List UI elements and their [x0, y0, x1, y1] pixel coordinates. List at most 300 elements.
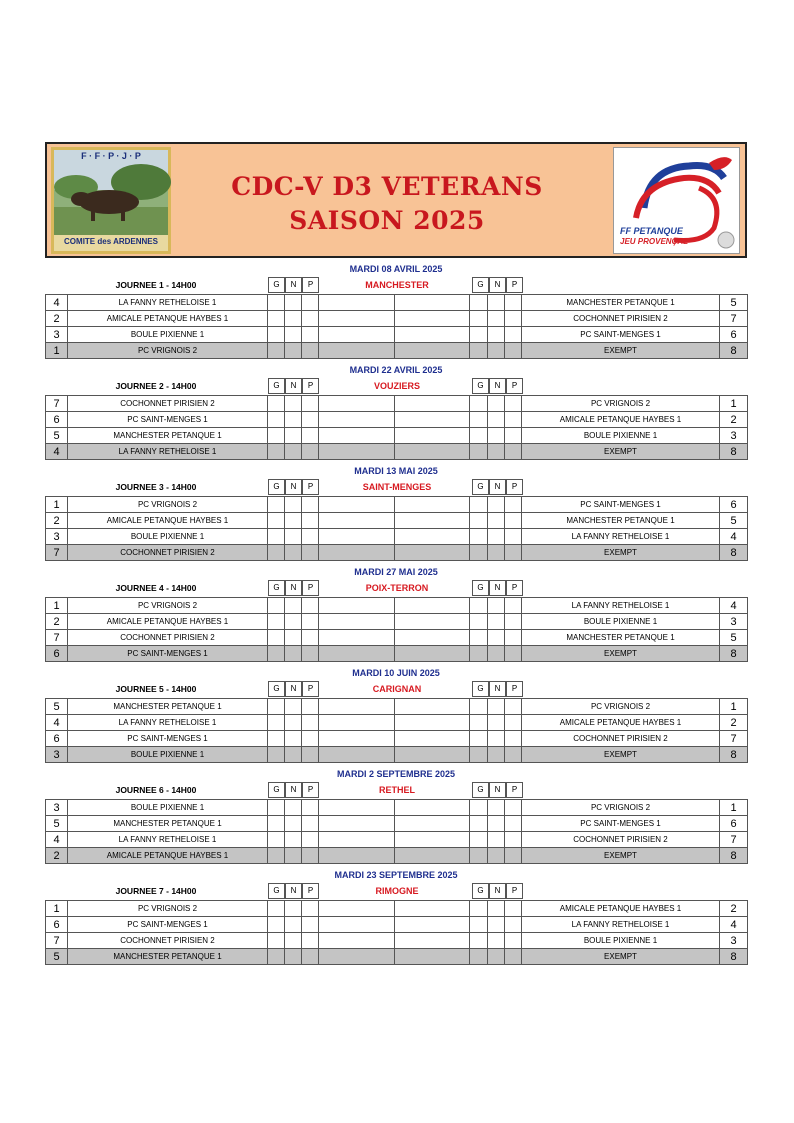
- right-n-score-cell[interactable]: [488, 715, 505, 731]
- left-g-score-cell[interactable]: [268, 444, 285, 460]
- left-g-score-cell[interactable]: [268, 832, 285, 848]
- left-n-score-cell[interactable]: [285, 513, 302, 529]
- right-p-score-cell[interactable]: [505, 747, 522, 763]
- venue-label: VOUZIERS: [373, 381, 420, 391]
- right-score-cell[interactable]: [395, 715, 470, 731]
- right-g-score-cell[interactable]: [470, 428, 488, 444]
- left-n-score-cell[interactable]: [285, 295, 302, 311]
- left-n-score-cell[interactable]: [285, 343, 302, 359]
- right-p-score-cell[interactable]: [505, 800, 522, 816]
- left-n-score-cell[interactable]: [285, 933, 302, 949]
- right-n-score-cell[interactable]: [488, 646, 505, 662]
- left-score-cell[interactable]: [319, 747, 395, 763]
- right-team-name: MANCHESTER PETANQUE 1: [522, 513, 720, 529]
- right-n-score-cell[interactable]: [488, 598, 505, 614]
- left-score-cell[interactable]: [319, 444, 395, 460]
- right-p-score-cell[interactable]: [505, 327, 522, 343]
- left-g-score-cell[interactable]: [268, 715, 285, 731]
- left-n-score-cell[interactable]: [285, 646, 302, 662]
- right-n-score-cell[interactable]: [488, 444, 505, 460]
- right-score-cell[interactable]: [395, 396, 470, 412]
- match-row: [46, 428, 748, 444]
- left-p-score-cell[interactable]: [302, 513, 319, 529]
- left-team-number: 1: [46, 343, 68, 359]
- left-g-score-cell[interactable]: [268, 529, 285, 545]
- left-score-cell[interactable]: [319, 832, 395, 848]
- left-g-score-cell[interactable]: [268, 917, 285, 933]
- right-score-cell[interactable]: [395, 816, 470, 832]
- left-team-number: 7: [46, 545, 68, 561]
- right-n-score-cell[interactable]: [488, 295, 505, 311]
- right-score-cell[interactable]: [395, 428, 470, 444]
- journee-label: JOURNEE 6 - 14H00: [115, 785, 197, 795]
- left-g-score-cell[interactable]: [268, 396, 285, 412]
- right-p-score-cell[interactable]: [505, 614, 522, 630]
- right-team-number: 6: [720, 816, 748, 832]
- left-score-cell[interactable]: [319, 917, 395, 933]
- left-g-score-cell[interactable]: [268, 311, 285, 327]
- right-g-score-cell[interactable]: [470, 949, 488, 965]
- left-team-number: 1: [46, 901, 68, 917]
- round-date: MARDI 22 AVRIL 2025: [349, 365, 443, 375]
- left-g-score-cell[interactable]: [268, 747, 285, 763]
- left-n-score-cell[interactable]: [285, 497, 302, 513]
- right-n-score-cell[interactable]: [488, 343, 505, 359]
- left-team-name: MANCHESTER PETANQUE 1: [68, 428, 268, 444]
- right-team-name: MANCHESTER PETANQUE 1: [522, 295, 720, 311]
- left-n-score-cell[interactable]: [285, 529, 302, 545]
- match-row: [46, 933, 748, 949]
- left-p-score-cell[interactable]: [302, 497, 319, 513]
- right-team-name: PC VRIGNOIS 2: [522, 800, 720, 816]
- right-score-cell[interactable]: [395, 614, 470, 630]
- left-gnp-header: P: [302, 782, 319, 798]
- right-g-score-cell[interactable]: [470, 295, 488, 311]
- right-g-score-cell[interactable]: [470, 646, 488, 662]
- right-score-cell[interactable]: [395, 630, 470, 646]
- left-score-cell[interactable]: [319, 327, 395, 343]
- left-g-score-cell[interactable]: [268, 933, 285, 949]
- right-score-cell[interactable]: [395, 295, 470, 311]
- left-team-number: 7: [46, 630, 68, 646]
- right-g-score-cell[interactable]: [470, 598, 488, 614]
- right-g-score-cell[interactable]: [470, 816, 488, 832]
- right-score-cell[interactable]: [395, 327, 470, 343]
- right-n-score-cell[interactable]: [488, 396, 505, 412]
- right-n-score-cell[interactable]: [488, 513, 505, 529]
- left-p-score-cell[interactable]: [302, 933, 319, 949]
- left-g-score-cell[interactable]: [268, 630, 285, 646]
- left-team-name: LA FANNY RETHELOISE 1: [68, 832, 268, 848]
- right-g-score-cell[interactable]: [470, 497, 488, 513]
- right-score-cell[interactable]: [395, 800, 470, 816]
- match-row: [46, 396, 748, 412]
- right-n-score-cell[interactable]: [488, 412, 505, 428]
- right-gnp-header: P: [506, 883, 523, 899]
- right-team-name: AMICALE PETANQUE HAYBES 1: [522, 715, 720, 731]
- left-n-score-cell[interactable]: [285, 428, 302, 444]
- right-g-score-cell[interactable]: [470, 917, 488, 933]
- left-n-score-cell[interactable]: [285, 715, 302, 731]
- right-team-number: 8: [720, 545, 748, 561]
- left-score-cell[interactable]: [319, 630, 395, 646]
- left-p-score-cell[interactable]: [302, 731, 319, 747]
- right-team-number: 8: [720, 949, 748, 965]
- left-n-score-cell[interactable]: [285, 800, 302, 816]
- right-p-score-cell[interactable]: [505, 731, 522, 747]
- left-g-score-cell[interactable]: [268, 614, 285, 630]
- match-table: [45, 496, 748, 561]
- right-g-score-cell[interactable]: [470, 396, 488, 412]
- match-table: [45, 395, 748, 460]
- left-team-name: BOULE PIXIENNE 1: [68, 327, 268, 343]
- right-gnp-header: N: [489, 277, 506, 293]
- left-score-cell[interactable]: [319, 497, 395, 513]
- round-date: MARDI 23 SEPTEMBRE 2025: [334, 870, 458, 880]
- right-g-score-cell[interactable]: [470, 715, 488, 731]
- right-gnp-header: P: [506, 277, 523, 293]
- round-date: MARDI 08 AVRIL 2025: [349, 264, 443, 274]
- left-score-cell[interactable]: [319, 428, 395, 444]
- match-row: [46, 497, 748, 513]
- right-score-cell[interactable]: [395, 747, 470, 763]
- left-p-score-cell[interactable]: [302, 630, 319, 646]
- right-team-number: 8: [720, 646, 748, 662]
- right-p-score-cell[interactable]: [505, 295, 522, 311]
- left-score-cell[interactable]: [319, 646, 395, 662]
- right-g-score-cell[interactable]: [470, 832, 488, 848]
- right-team-name: BOULE PIXIENNE 1: [522, 933, 720, 949]
- left-g-score-cell[interactable]: [268, 513, 285, 529]
- right-p-score-cell[interactable]: [505, 933, 522, 949]
- right-g-score-cell[interactable]: [470, 444, 488, 460]
- left-g-score-cell[interactable]: [268, 343, 285, 359]
- left-g-score-cell[interactable]: [268, 295, 285, 311]
- match-row: [46, 444, 748, 460]
- right-g-score-cell[interactable]: [470, 327, 488, 343]
- left-p-score-cell[interactable]: [302, 529, 319, 545]
- left-score-cell[interactable]: [319, 731, 395, 747]
- right-team-number: 3: [720, 428, 748, 444]
- right-p-score-cell[interactable]: [505, 529, 522, 545]
- right-n-score-cell[interactable]: [488, 816, 505, 832]
- left-score-cell[interactable]: [319, 529, 395, 545]
- left-p-score-cell[interactable]: [302, 444, 319, 460]
- right-score-cell[interactable]: [395, 699, 470, 715]
- left-score-cell[interactable]: [319, 311, 395, 327]
- left-score-cell[interactable]: [319, 396, 395, 412]
- left-g-score-cell[interactable]: [268, 848, 285, 864]
- left-n-score-cell[interactable]: [285, 917, 302, 933]
- right-team-number: 1: [720, 800, 748, 816]
- left-g-score-cell[interactable]: [268, 731, 285, 747]
- right-team-number: 6: [720, 497, 748, 513]
- right-p-score-cell[interactable]: [505, 598, 522, 614]
- left-team-number: 2: [46, 311, 68, 327]
- right-p-score-cell[interactable]: [505, 444, 522, 460]
- left-g-score-cell[interactable]: [268, 545, 285, 561]
- right-gnp-header: N: [489, 479, 506, 495]
- right-n-score-cell[interactable]: [488, 731, 505, 747]
- page-title-line1: CDC-V D3 VETERANS: [231, 172, 543, 201]
- left-team-number: 3: [46, 529, 68, 545]
- right-p-score-cell[interactable]: [505, 917, 522, 933]
- left-team-name: PC SAINT-MENGES 1: [68, 917, 268, 933]
- right-g-score-cell[interactable]: [470, 848, 488, 864]
- left-team-number: 3: [46, 800, 68, 816]
- left-score-cell[interactable]: [319, 598, 395, 614]
- right-p-score-cell[interactable]: [505, 949, 522, 965]
- right-p-score-cell[interactable]: [505, 699, 522, 715]
- left-gnp-header: N: [285, 782, 302, 798]
- left-p-score-cell[interactable]: [302, 311, 319, 327]
- round-block: [45, 464, 747, 565]
- right-n-score-cell[interactable]: [488, 747, 505, 763]
- right-g-score-cell[interactable]: [470, 933, 488, 949]
- left-team-number: 7: [46, 396, 68, 412]
- right-g-score-cell[interactable]: [470, 545, 488, 561]
- match-row: [46, 832, 748, 848]
- right-score-cell[interactable]: [395, 529, 470, 545]
- match-row: [46, 412, 748, 428]
- left-n-score-cell[interactable]: [285, 901, 302, 917]
- left-g-score-cell[interactable]: [268, 901, 285, 917]
- right-n-score-cell[interactable]: [488, 699, 505, 715]
- right-p-score-cell[interactable]: [505, 848, 522, 864]
- left-n-score-cell[interactable]: [285, 949, 302, 965]
- right-p-score-cell[interactable]: [505, 832, 522, 848]
- right-n-score-cell[interactable]: [488, 917, 505, 933]
- left-team-name: LA FANNY RETHELOISE 1: [68, 715, 268, 731]
- right-team-name: MANCHESTER PETANQUE 1: [522, 630, 720, 646]
- right-score-cell[interactable]: [395, 545, 470, 561]
- right-g-score-cell[interactable]: [470, 630, 488, 646]
- left-gnp-header: P: [302, 378, 319, 394]
- left-p-score-cell[interactable]: [302, 917, 319, 933]
- left-p-score-cell[interactable]: [302, 800, 319, 816]
- left-n-score-cell[interactable]: [285, 848, 302, 864]
- left-score-cell[interactable]: [319, 343, 395, 359]
- right-p-score-cell[interactable]: [505, 513, 522, 529]
- left-g-score-cell[interactable]: [268, 598, 285, 614]
- right-score-cell[interactable]: [395, 513, 470, 529]
- left-score-cell[interactable]: [319, 800, 395, 816]
- right-p-score-cell[interactable]: [505, 545, 522, 561]
- left-p-score-cell[interactable]: [302, 343, 319, 359]
- right-p-score-cell[interactable]: [505, 311, 522, 327]
- left-score-cell[interactable]: [319, 513, 395, 529]
- left-n-score-cell[interactable]: [285, 614, 302, 630]
- right-n-score-cell[interactable]: [488, 529, 505, 545]
- right-g-score-cell[interactable]: [470, 311, 488, 327]
- left-p-score-cell[interactable]: [302, 901, 319, 917]
- left-p-score-cell[interactable]: [302, 598, 319, 614]
- left-n-score-cell[interactable]: [285, 699, 302, 715]
- left-g-score-cell[interactable]: [268, 646, 285, 662]
- left-p-score-cell[interactable]: [302, 816, 319, 832]
- right-score-cell[interactable]: [395, 917, 470, 933]
- left-p-score-cell[interactable]: [302, 747, 319, 763]
- logo-right-text-2: JEU PROVENÇAL: [620, 237, 689, 246]
- right-n-score-cell[interactable]: [488, 311, 505, 327]
- right-score-cell[interactable]: [395, 444, 470, 460]
- right-gnp-header: N: [489, 681, 506, 697]
- match-row: [46, 598, 748, 614]
- right-g-score-cell[interactable]: [470, 800, 488, 816]
- right-score-cell[interactable]: [395, 933, 470, 949]
- right-g-score-cell[interactable]: [470, 614, 488, 630]
- right-score-cell[interactable]: [395, 901, 470, 917]
- left-score-cell[interactable]: [319, 295, 395, 311]
- right-g-score-cell[interactable]: [470, 513, 488, 529]
- left-score-cell[interactable]: [319, 901, 395, 917]
- left-score-cell[interactable]: [319, 848, 395, 864]
- left-score-cell[interactable]: [319, 949, 395, 965]
- right-score-cell[interactable]: [395, 832, 470, 848]
- right-p-score-cell[interactable]: [505, 901, 522, 917]
- right-g-score-cell[interactable]: [470, 412, 488, 428]
- right-score-cell[interactable]: [395, 731, 470, 747]
- right-p-score-cell[interactable]: [505, 715, 522, 731]
- left-n-score-cell[interactable]: [285, 630, 302, 646]
- left-g-score-cell[interactable]: [268, 800, 285, 816]
- left-p-score-cell[interactable]: [302, 545, 319, 561]
- left-team-number: 5: [46, 699, 68, 715]
- left-gnp-header: G: [268, 782, 285, 798]
- match-row: [46, 311, 748, 327]
- match-row: [46, 545, 748, 561]
- left-team-number: 5: [46, 816, 68, 832]
- left-g-score-cell[interactable]: [268, 497, 285, 513]
- left-score-cell[interactable]: [319, 715, 395, 731]
- right-g-score-cell[interactable]: [470, 747, 488, 763]
- right-score-cell[interactable]: [395, 848, 470, 864]
- left-p-score-cell[interactable]: [302, 428, 319, 444]
- venue-label: MANCHESTER: [365, 280, 429, 290]
- left-p-score-cell[interactable]: [302, 715, 319, 731]
- left-g-score-cell[interactable]: [268, 412, 285, 428]
- right-score-cell[interactable]: [395, 598, 470, 614]
- left-p-score-cell[interactable]: [302, 699, 319, 715]
- right-team-name: EXEMPT: [522, 949, 720, 965]
- left-n-score-cell[interactable]: [285, 545, 302, 561]
- right-p-score-cell[interactable]: [505, 412, 522, 428]
- left-team-name: COCHONNET PIRISIEN 2: [68, 396, 268, 412]
- left-p-score-cell[interactable]: [302, 949, 319, 965]
- left-team-name: AMICALE PETANQUE HAYBES 1: [68, 848, 268, 864]
- right-p-score-cell[interactable]: [505, 428, 522, 444]
- right-score-cell[interactable]: [395, 949, 470, 965]
- journee-label: JOURNEE 1 - 14H00: [115, 280, 197, 290]
- right-team-number: 5: [720, 513, 748, 529]
- left-n-score-cell[interactable]: [285, 816, 302, 832]
- right-n-score-cell[interactable]: [488, 949, 505, 965]
- right-team-name: EXEMPT: [522, 444, 720, 460]
- right-score-cell[interactable]: [395, 412, 470, 428]
- left-p-score-cell[interactable]: [302, 832, 319, 848]
- right-team-name: EXEMPT: [522, 545, 720, 561]
- left-score-cell[interactable]: [319, 816, 395, 832]
- right-n-score-cell[interactable]: [488, 327, 505, 343]
- venue-label: RIMOGNE: [375, 886, 419, 896]
- left-score-cell[interactable]: [319, 412, 395, 428]
- right-n-score-cell[interactable]: [488, 800, 505, 816]
- left-g-score-cell[interactable]: [268, 699, 285, 715]
- right-team-name: EXEMPT: [522, 747, 720, 763]
- left-score-cell[interactable]: [319, 933, 395, 949]
- right-p-score-cell[interactable]: [505, 396, 522, 412]
- left-p-score-cell[interactable]: [302, 412, 319, 428]
- right-score-cell[interactable]: [395, 311, 470, 327]
- right-gnp-header: N: [489, 883, 506, 899]
- left-n-score-cell[interactable]: [285, 311, 302, 327]
- right-team-name: AMICALE PETANQUE HAYBES 1: [522, 901, 720, 917]
- left-g-score-cell[interactable]: [268, 327, 285, 343]
- left-g-score-cell[interactable]: [268, 949, 285, 965]
- right-n-score-cell[interactable]: [488, 428, 505, 444]
- left-p-score-cell[interactable]: [302, 646, 319, 662]
- left-n-score-cell[interactable]: [285, 747, 302, 763]
- right-n-score-cell[interactable]: [488, 933, 505, 949]
- right-score-cell[interactable]: [395, 497, 470, 513]
- left-n-score-cell[interactable]: [285, 444, 302, 460]
- left-p-score-cell[interactable]: [302, 295, 319, 311]
- left-n-score-cell[interactable]: [285, 832, 302, 848]
- right-p-score-cell[interactable]: [505, 816, 522, 832]
- right-n-score-cell[interactable]: [488, 630, 505, 646]
- left-score-cell[interactable]: [319, 699, 395, 715]
- left-g-score-cell[interactable]: [268, 816, 285, 832]
- left-g-score-cell[interactable]: [268, 428, 285, 444]
- left-score-cell[interactable]: [319, 545, 395, 561]
- right-score-cell[interactable]: [395, 646, 470, 662]
- right-g-score-cell[interactable]: [470, 529, 488, 545]
- left-score-cell[interactable]: [319, 614, 395, 630]
- match-row: [46, 529, 748, 545]
- right-p-score-cell[interactable]: [505, 497, 522, 513]
- left-gnp-header: P: [302, 681, 319, 697]
- right-g-score-cell[interactable]: [470, 731, 488, 747]
- left-p-score-cell[interactable]: [302, 614, 319, 630]
- right-g-score-cell[interactable]: [470, 343, 488, 359]
- right-p-score-cell[interactable]: [505, 343, 522, 359]
- right-p-score-cell[interactable]: [505, 630, 522, 646]
- right-gnp-header: P: [506, 681, 523, 697]
- left-p-score-cell[interactable]: [302, 327, 319, 343]
- right-g-score-cell[interactable]: [470, 699, 488, 715]
- left-n-score-cell[interactable]: [285, 598, 302, 614]
- left-p-score-cell[interactable]: [302, 396, 319, 412]
- right-g-score-cell[interactable]: [470, 901, 488, 917]
- right-n-score-cell[interactable]: [488, 545, 505, 561]
- right-n-score-cell[interactable]: [488, 832, 505, 848]
- left-n-score-cell[interactable]: [285, 412, 302, 428]
- left-team-name: PC SAINT-MENGES 1: [68, 731, 268, 747]
- right-p-score-cell[interactable]: [505, 646, 522, 662]
- right-n-score-cell[interactable]: [488, 901, 505, 917]
- left-gnp-header: G: [268, 479, 285, 495]
- left-gnp-header: G: [268, 378, 285, 394]
- right-n-score-cell[interactable]: [488, 848, 505, 864]
- left-p-score-cell[interactable]: [302, 848, 319, 864]
- right-n-score-cell[interactable]: [488, 497, 505, 513]
- left-n-score-cell[interactable]: [285, 731, 302, 747]
- right-score-cell[interactable]: [395, 343, 470, 359]
- left-n-score-cell[interactable]: [285, 327, 302, 343]
- left-n-score-cell[interactable]: [285, 396, 302, 412]
- right-n-score-cell[interactable]: [488, 614, 505, 630]
- right-team-number: 1: [720, 396, 748, 412]
